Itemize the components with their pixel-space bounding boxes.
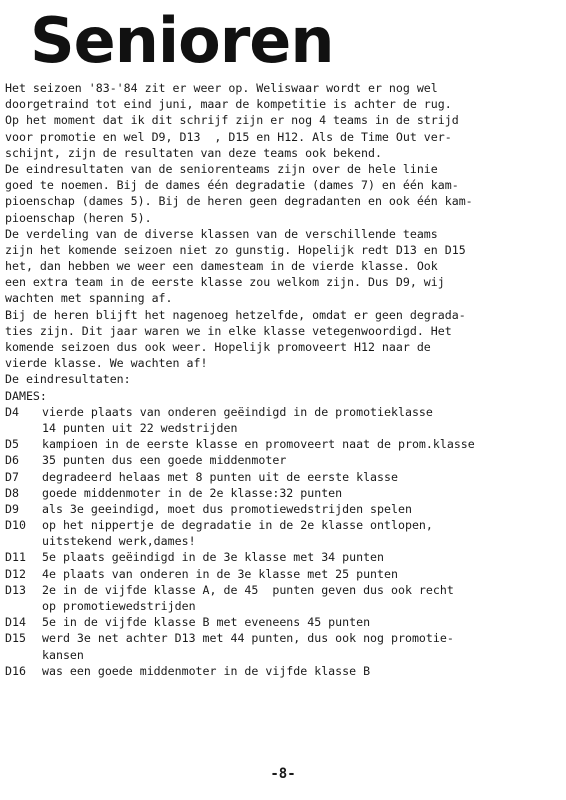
result-item <box>5 501 561 517</box>
intro-line: een extra team in de eerste klasse zou welkom zijn. Dus D9, wij <box>5 275 445 290</box>
intro-line: het, dan hebben we weer een damesteam in de vierde klasse. Ook <box>5 259 438 274</box>
result-item <box>5 614 561 630</box>
team-code: D16 <box>5 663 26 678</box>
result-text: als 3e geeindigd, moet dus promotiewedstrijden spelen <box>42 501 412 516</box>
result-text: 35 punten dus een goede middenmoter <box>42 453 287 468</box>
result-text: was een goede middenmoter in de vijfde klasse B <box>42 663 371 678</box>
page-number: -8- <box>270 766 296 782</box>
result-item <box>5 404 561 420</box>
team-code: D4 <box>5 404 19 419</box>
team-code: D5 <box>5 437 19 452</box>
intro-line: Op het moment dat ik dit schrijf zijn er nog 4 teams in de strijd <box>5 113 459 128</box>
page-title: Senioren <box>30 4 334 77</box>
intro-line: zijn het komende seizoen niet zo gunstig. Hopelijk redt D13 en D15 <box>5 242 466 257</box>
team-code: D11 <box>5 550 26 565</box>
intro-line: Bij de heren blijft het nagenoeg hetzelfde, omdat er geen degrada- <box>5 307 466 322</box>
result-text: 5e in de vijfde klasse B met eveneens 45 punten <box>42 615 371 630</box>
result-item <box>5 469 561 485</box>
section-label: De eindresultaten: <box>5 372 131 387</box>
result-text: 5e plaats geëindigd in de 3e klasse met 34 punten <box>42 550 385 565</box>
team-code: D10 <box>5 518 26 533</box>
team-code: D8 <box>5 485 19 500</box>
result-item <box>5 566 561 582</box>
result-text: 2e in de vijfde klasse A, de 45 punten geven dus ook recht <box>42 582 454 597</box>
team-code: D9 <box>5 501 19 516</box>
section-heading-dames: DAMES: <box>5 388 47 403</box>
intro-line: De verdeling van de diverse klassen van de verschillende teams <box>5 226 438 241</box>
intro-line: wachten met spanning af. <box>5 291 173 306</box>
result-text: werd 3e net achter D13 met 44 punten, dus ook nog promotie- <box>42 631 454 646</box>
intro-line: pioenschap (dames 5). Bij de heren geen degradanten en ook één kam- <box>5 194 473 209</box>
result-item <box>5 517 561 533</box>
result-continuation: kansen <box>42 647 84 662</box>
intro-line: Het seizoen '83-'84 zit er weer op. Weliswaar wordt er nog wel <box>5 81 438 95</box>
team-code: D14 <box>5 615 26 630</box>
team-code: D7 <box>5 469 19 484</box>
intro-line: De eindresultaten van de seniorenteams zijn over de hele linie <box>5 161 438 176</box>
intro-line: schijnt, zijn de resultaten van deze teams ook bekend. <box>5 145 382 160</box>
result-continuation: 14 punten uit 22 wedstrijden <box>42 420 238 435</box>
result-text: degradeerd helaas met 8 punten uit de eerste klasse <box>42 469 398 484</box>
team-code: D12 <box>5 566 26 581</box>
result-text: op het nippertje de degradatie in de 2e klasse ontlopen, <box>42 518 433 533</box>
intro-line: ties zijn. Dit jaar waren we in elke klasse vetegenwoordigd. Het <box>5 323 452 338</box>
article-body <box>5 80 561 679</box>
intro-line: doorgetraind tot eind juni, maar de kompetitie is achter de rug. <box>5 97 452 112</box>
team-code: D13 <box>5 582 26 597</box>
result-text: kampioen in de eerste klasse en promoveert naat de prom.klasse <box>42 437 475 452</box>
result-item <box>5 582 561 598</box>
result-item <box>5 630 561 646</box>
result-item <box>5 452 561 468</box>
intro-line: voor promotie en wel D9, D13 , D15 en H12. Als de Time Out ver- <box>5 129 452 144</box>
result-item <box>5 436 561 452</box>
result-continuation: op promotiewedstrijden <box>42 599 196 613</box>
team-code: D15 <box>5 631 26 646</box>
result-continuation: uitstekend werk,dames! <box>42 534 196 549</box>
result-text: vierde plaats van onderen geëindigd in de promotieklasse <box>42 404 433 419</box>
result-text: 4e plaats van onderen in de 3e klasse met 25 punten <box>42 566 398 581</box>
intro-line: pioenschap (heren 5). <box>5 210 152 225</box>
team-code: D6 <box>5 453 19 468</box>
result-text: goede middenmoter in de 2e klasse:32 punten <box>42 485 343 500</box>
result-item <box>5 663 561 679</box>
intro-line: goed te noemen. Bij de dames één degradatie (dames 7) en één kam- <box>5 178 459 193</box>
intro-line: vierde klasse. We wachten af! <box>5 356 208 371</box>
intro-line: komende seizoen dus ook weer. Hopelijk promoveert H12 naar de <box>5 340 431 354</box>
result-item <box>5 549 561 565</box>
result-item <box>5 485 561 501</box>
